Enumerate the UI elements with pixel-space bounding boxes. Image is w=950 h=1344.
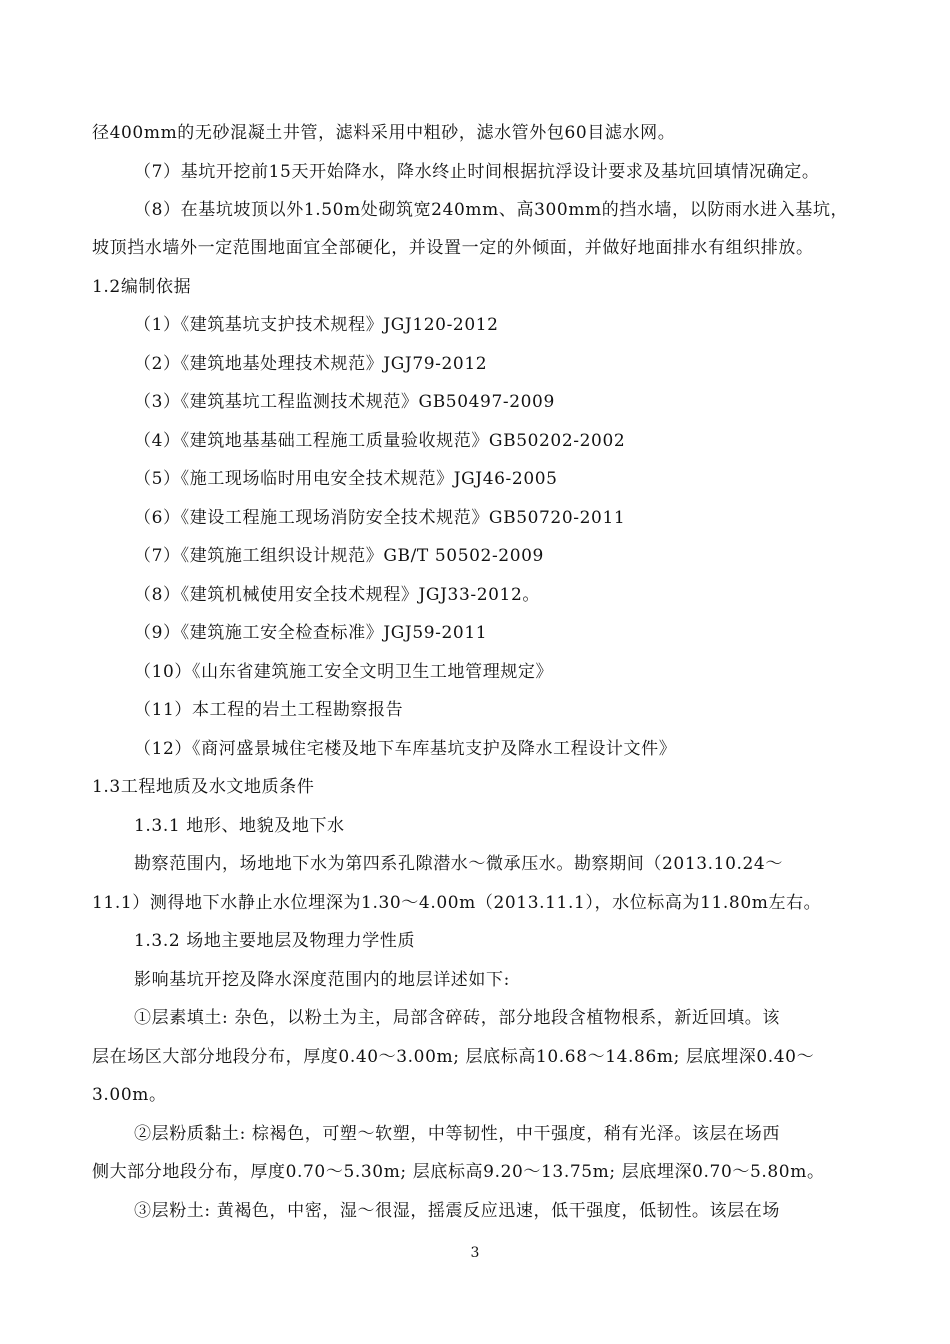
list-item: （2）《建筑地基处理技术规范》JGJ79-2012: [134, 354, 488, 374]
page-number: 3: [470, 1245, 480, 1261]
text-line: 影响基坑开挖及降水深度范围内的地层详述如下:: [134, 970, 510, 990]
section-heading: 1.3工程地质及水文地质条件: [92, 777, 315, 797]
text-line: 3.00m。: [92, 1085, 167, 1105]
subsection-heading: 1.3.2 场地主要地层及物理力学性质: [134, 931, 416, 951]
text-line: ①层素填土: 杂色，以粉土为主，局部含碎砖，部分地段含植物根系，新近回填。该: [134, 1008, 780, 1028]
list-item: （11）本工程的岩土工程勘察报告: [134, 700, 404, 720]
list-item: （7）《建筑施工组织设计规范》GB/T 50502-2009: [134, 546, 544, 566]
list-item: （12）《商河盛景城住宅楼及地下车库基坑支护及降水工程设计文件》: [134, 739, 677, 759]
text-line: ②层粉质黏土: 棕褐色，可塑～软塑，中等韧性，中干强度，稍有光泽。该层在场西: [134, 1124, 780, 1144]
text-line: 侧大部分地段分布，厚度0.70～5.30m; 层底标高9.20～13.75m; 层底埋深0.70～5.80m。: [92, 1162, 825, 1182]
text-line: ③层粉土: 黄褐色，中密，湿～很湿，摇震反应迅速，低干强度，低韧性。该层在场: [134, 1201, 780, 1221]
text-line: 勘察范围内，场地地下水为第四系孔隙潜水～微承压水。勘察期间（2013.10.24～: [134, 854, 783, 874]
text-line: 坡顶挡水墙外一定范围地面宜全部硬化，并设置一定的外倾面，并做好地面排水有组织排放。: [92, 238, 814, 258]
list-item: （9）《建筑施工安全检查标准》JGJ59-2011: [134, 623, 488, 643]
list-item: （8）《建筑机械使用安全技术规程》JGJ33-2012。: [134, 585, 540, 605]
list-item: （3）《建筑基坑工程监测技术规范》GB50497-2009: [134, 392, 555, 412]
list-item: （6）《建设工程施工现场消防安全技术规范》GB50720-2011: [134, 508, 626, 528]
text-line: 11.1）测得地下水静止水位埋深为1.30～4.00m（2013.11.1），水位标高为11.80m左右。: [92, 893, 822, 913]
text-line: （8）在基坑坡顶以外1.50m处砌筑宽240mm、高300mm的挡水墙，以防雨水进入基坑，: [134, 200, 849, 220]
list-item: （5）《施工现场临时用电安全技术规范》JGJ46-2005: [134, 469, 558, 489]
list-item: （4）《建筑地基基础工程施工质量验收规范》GB50202-2002: [134, 431, 626, 451]
text-line: 径400mm的无砂混凝土井管，滤料采用中粗砂，滤水管外包60目滤水网。: [92, 123, 676, 143]
list-item: （10）《山东省建筑施工安全文明卫生工地管理规定》: [134, 662, 554, 682]
text-line: 层在场区大部分地段分布，厚度0.40～3.00m; 层底标高10.68～14.86m; 层底埋深0.40～: [92, 1047, 815, 1067]
section-heading: 1.2编制依据: [92, 277, 192, 297]
list-item: （1）《建筑基坑支护技术规程》JGJ120-2012: [134, 315, 499, 335]
text-line: （7）基坑开挖前15天开始降水，降水终止时间根据抗浮设计要求及基坑回填情况确定。: [134, 162, 820, 182]
subsection-heading: 1.3.1 地形、地貌及地下水: [134, 816, 345, 836]
